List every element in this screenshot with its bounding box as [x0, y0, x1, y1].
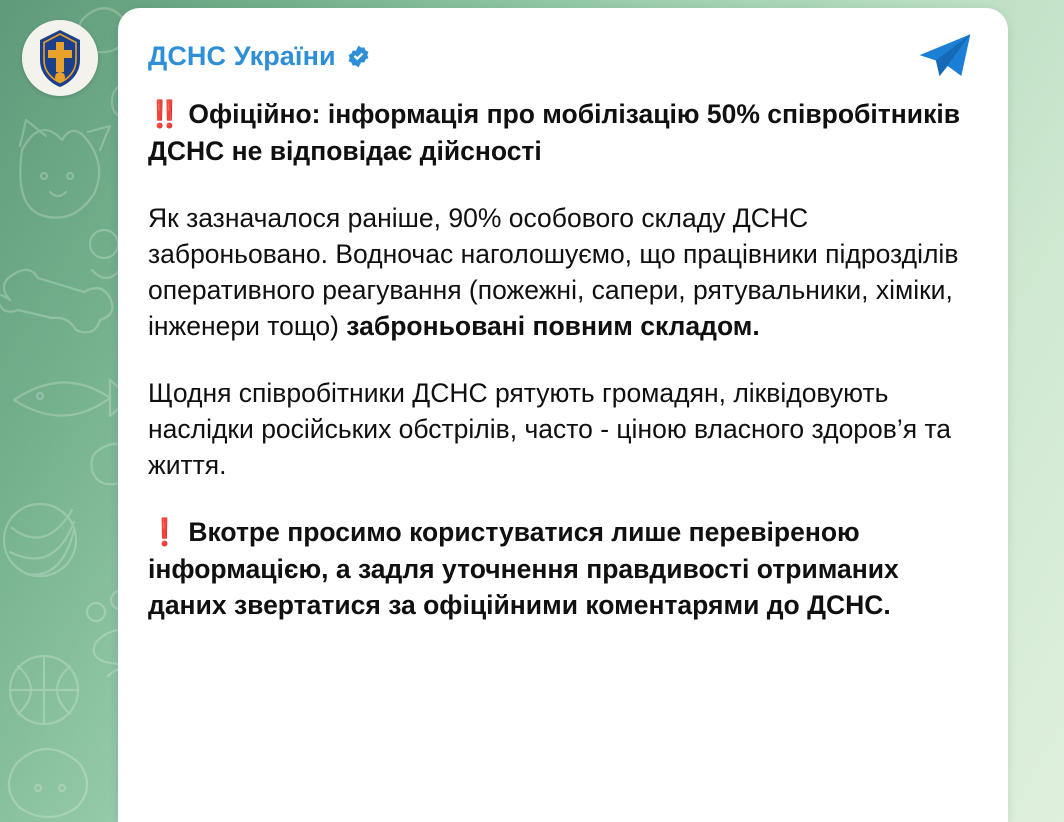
post-paragraph-2: Щодня співробітники ДСНС рятують громадян, ліквідовують наслідки російських обстрілів, часто - ціною власного здоров’я та життя.	[148, 378, 952, 481]
channel-name[interactable]: ДСНС України	[148, 40, 336, 71]
post-headline	[148, 96, 974, 169]
paragraph-gap	[148, 169, 974, 200]
paragraph-gap	[148, 344, 974, 375]
post-footer-text: Вкотре просимо користуватися лише перевіреною інформацією, а задля уточнення правдивості отриманих даних звертатися за офіційними коментарями до ДСНС.	[148, 517, 899, 621]
post-headline-text: Офіційно: інформація про мобілізацію 50% співробітників ДСНС не відповідає дійсності	[148, 99, 960, 167]
post-paragraph-1-text: Як зазначалося раніше, 90% особового складу ДСНС заброньовано. Водночас наголошуємо, що працівники підрозділів оперативного реагування (пожежні, сапери, рятувальники, хіміки, інженери тощо)	[148, 203, 959, 342]
telegram-post-card	[118, 8, 1008, 822]
post-body	[148, 96, 974, 623]
double-exclamation-emoji: ‼️	[148, 99, 181, 130]
telegram-plane-icon	[916, 30, 974, 82]
exclamation-emoji: ❗	[148, 517, 181, 549]
post-paragraph-1-bold: заброньовані повним складом.	[346, 311, 760, 342]
post-footer	[148, 514, 974, 623]
dsns-emblem-icon	[22, 20, 98, 96]
post-paragraph-1	[148, 200, 974, 344]
paragraph-gap	[148, 483, 974, 514]
post-header	[148, 34, 974, 78]
verified-badge-icon	[346, 44, 371, 69]
avatar[interactable]	[22, 20, 98, 96]
